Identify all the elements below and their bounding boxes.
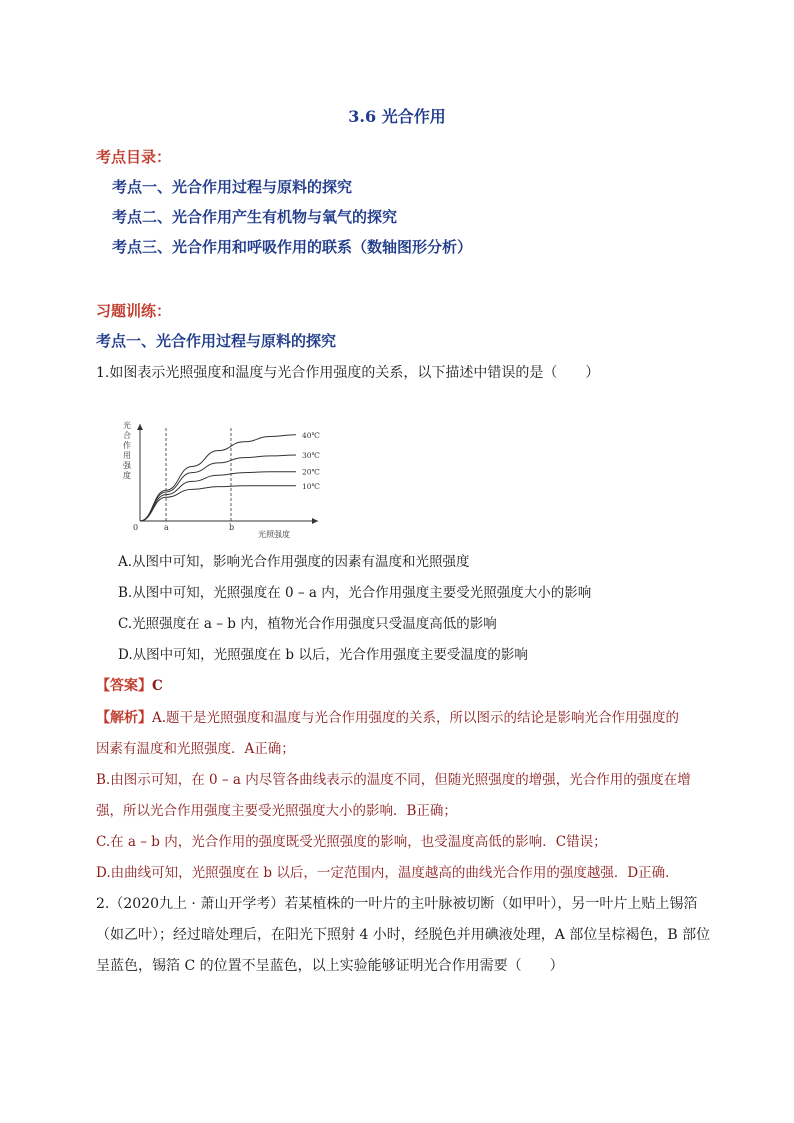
q2-line-3: 呈蓝色，锡箔 C 的位置不呈蓝色，以上实验能够证明光合作用需要（ ） (96, 958, 564, 974)
toc-heading: 考点目录： (96, 148, 172, 166)
series-line-30℃ (140, 455, 296, 521)
q1-analysis-line-2: 因素有温度和光照强度．A正确； (96, 741, 295, 757)
y-axis-label-char: 合 (123, 431, 131, 440)
q1-answer (96, 675, 163, 695)
answer-label: 【答案】 (96, 678, 152, 694)
series-label-40℃: 40℃ (302, 430, 320, 440)
x-axis-label: 光照强度 (258, 530, 290, 539)
x-mark-a: a (164, 523, 169, 532)
page-title: 3.6 光合作用 (348, 107, 446, 126)
y-axis-label-char: 光 (123, 421, 131, 430)
series-line-20℃ (140, 472, 296, 521)
x-mark-b: b (229, 523, 235, 532)
y-axis-label-char: 作 (123, 441, 131, 450)
y-axis-label-char: 强 (123, 461, 131, 470)
toc-item-3[interactable]: 考点三、光合作用和呼吸作用的联系（数轴图形分析） (112, 238, 473, 256)
analysis-text-1: A.题干是光照强度和温度与光合作用强度的关系，所以图示的结论是影响光合作用强度的 (152, 710, 680, 726)
analysis-label: 【解析】 (96, 710, 152, 726)
q2-line-2: （如乙叶）；经过暗处理后，在阳光下照射 4 小时，经脱色并用碘液处理，A 部位呈棕褐色，B 部位 (96, 927, 711, 943)
q1-analysis-line-3: B.由图示可知，在 0 – a 内尽管各曲线表示的温度不同，但随光照强度的增强，光合作用的强度在增 (96, 772, 691, 788)
y-axis-label-char: 度 (123, 471, 131, 480)
q1-stem: 1.如图表示光照强度和温度与光合作用强度的关系，以下描述中错误的是（ ） (96, 365, 600, 381)
q2-line-1: 2.（2020九上 · 萧山开学考）若某植株的一叶片的主叶脉被切断（如甲叶），另一叶片上贴上锡箔 (96, 896, 698, 912)
series-label-20℃: 20℃ (302, 467, 320, 477)
q1-option-c[interactable]: C.光照强度在 a – b 内，植物光合作用强度只受温度高低的影响 (118, 616, 497, 632)
origin-label: 0 (133, 523, 139, 532)
series-label-10℃: 10℃ (302, 481, 320, 491)
y-axis-label-char: 用 (123, 451, 131, 460)
q1-analysis-line-5: C.在 a – b 内，光合作用的强度既受光照强度的影响，也受温度高低的影响．C错误； (96, 834, 607, 850)
q1-analysis-line-4: 强，所以光合作用强度主要受光照强度大小的影响．B正确； (96, 803, 457, 819)
photosynthesis-chart (118, 418, 328, 543)
q1-option-d[interactable]: D.从图中可知，光照强度在 b 以后，光合作用强度主要受温度的影响 (118, 647, 528, 663)
q1-analysis-line-6: D.由曲线可知，光照强度在 b 以后，一定范围内，温度越高的曲线光合作用的强度越强．D正确． (96, 865, 679, 881)
series-label-30℃: 30℃ (302, 451, 320, 460)
answer-value: C (152, 678, 163, 694)
toc-item-1[interactable]: 考点一、光合作用过程与原料的探究 (112, 178, 353, 196)
y-axis-arrow (137, 424, 143, 430)
x-axis-arrow (312, 518, 318, 524)
toc-item-2[interactable]: 考点二、光合作用产生有机物与氧气的探究 (112, 208, 398, 226)
q1-option-b[interactable]: B.从图中可知，光照强度在 0 – a 内，光合作用强度主要受光照强度大小的影响 (118, 585, 592, 601)
q1-option-a[interactable]: A.从图中可知，影响光合作用强度的因素有温度和光照强度 (118, 554, 470, 570)
section1-heading: 考点一、光合作用过程与原料的探究 (96, 332, 337, 350)
q1-analysis-line-1 (96, 706, 679, 727)
practice-heading: 习题训练： (96, 302, 172, 320)
series-line-40℃ (140, 435, 296, 521)
chart-svg (118, 418, 328, 543)
